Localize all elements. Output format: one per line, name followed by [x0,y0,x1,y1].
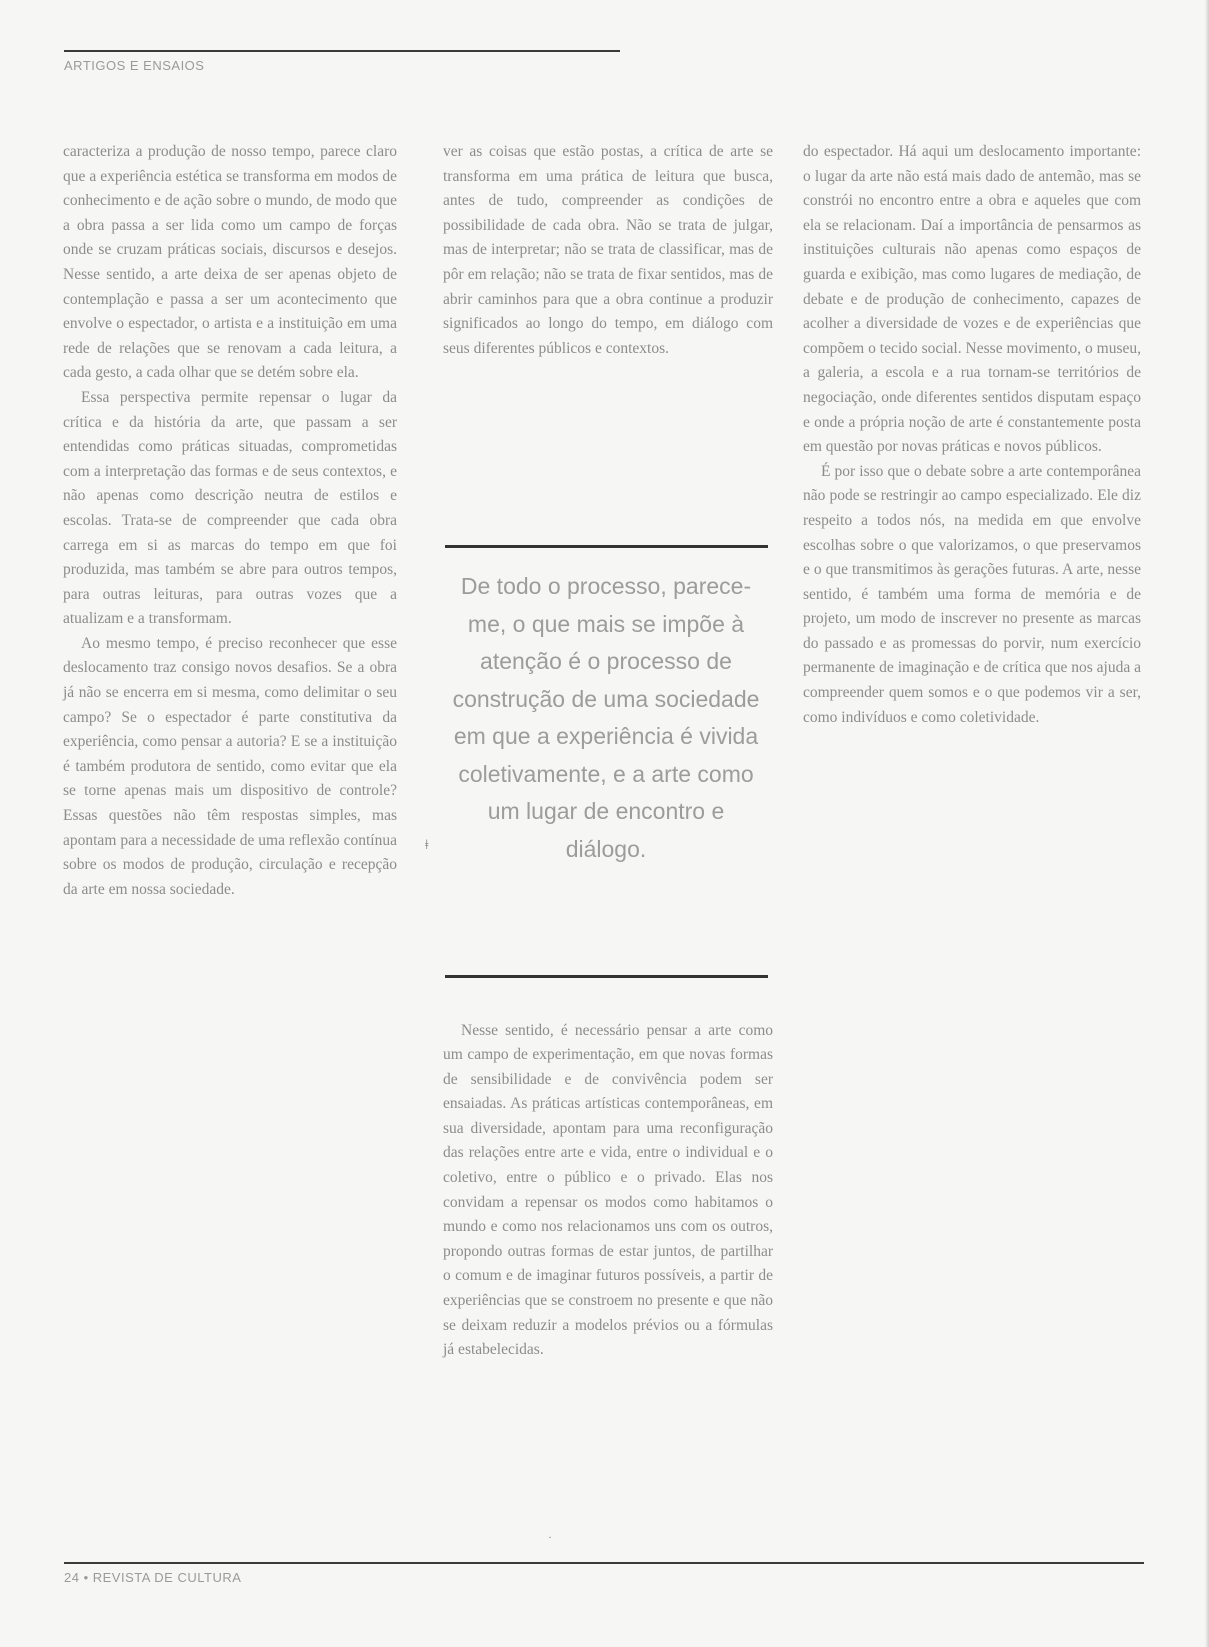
paragraph: ver as coisas que estão postas, a crítica de arte se transforma em uma prática de leitura que busca, antes de tudo, compreender as condições de possibilidade de cada obra. Não se trata de julgar, mas de interpretar; não se trata de classificar, mas de pôr em relação; não se trata de fixar sentidos, mas de abrir caminhos para que a obra continue a produzir significados ao longo do tempo, em diálogo com seus diferentes públicos e contextos. [443,143,773,357]
text-column-2-continued [443,1003,773,1515]
text-column-3 [803,140,1141,1515]
paragraph: do espectador. Há aqui um deslocamento importante: o lugar da arte não está mais dado de antemão, mas se constrói no encontro entre a obra e aqueles que com ela se relacionam. Daí a importância de pensarmos as instituições culturais não apenas como espaços de guarda e exibição, mas como lugares de mediação, de debate e de produção de conhecimento, capazes de acolher a diversidade de vozes e de experiências que compõem o tecido social. Nesse movimento, o museu, a galeria, a escola e a rua tornam-se territórios de negociação, onde diferentes sentidos disputam espaço e onde a própria noção de arte é constantemente posta em questão por novas práticas e novos públicos. [803,143,1141,456]
running-foot: 24 • REVISTA DE CULTURA [64,1570,242,1585]
page-edge-shadow [1205,0,1209,1647]
footer-rule [64,1562,1144,1564]
pull-quote: De todo o processo, parece-me, o que mais se impõe à atenção é o processo de construção de uma sociedade em que a experiência é vivida coletivamente, e a arte como um lugar de encontro e diálogo. [452,573,760,862]
pull-quote-bottom-rule [445,975,768,978]
paragraph: caracteriza a produção de nosso tempo, parece claro que a experiência estética se transforma em modos de conhecimento e de ação sobre o mundo, de modo que a obra passa a ser lida como um campo de forças onde se cruzam práticas sociais, discursos e desejos. Nesse sentido, a arte deixa de ser apenas objeto de contemplação e passa a ser um acontecimento que envolve o espectador, o artista e a instituição em uma rede de relações que se renovam a cada leitura, a cada gesto, a cada olhar que se detém sobre ela. [63,143,397,382]
paragraph: É por isso que o debate sobre a arte contemporânea não pode se restringir ao campo especializado. Ele diz respeito a todos nós, na medida em que envolve escolhas sobre o que valorizamos, o que preservamos e o que transmitimos às gerações futuras. A arte, nesse sentido, é também uma forma de memória e de projeto, um modo de inscrever no presente as marcas do passado e as promessas do porvir, num exercício permanente de imaginação e de crítica que nos ajuda a compreender quem somos e o que podemos vir a ser, como indivíduos e como coletividade. [803,462,1141,726]
stray-ink-mark: ǂ [425,838,429,853]
header-rule [64,50,620,52]
paragraph: Ao mesmo tempo, é preciso reconhecer que esse deslocamento traz consigo novos desafios. Se a obra já não se encerra em si mesma, como delimitar o seu campo? Se o espectador é parte constitutiva da experiência, como pensar a autoria? E se a instituição é também produtora de sentido, como evitar que ela se torne apenas mais um dispositivo de controle? Essas questões não têm respostas simples, mas apontam para a necessidade de uma reflexão contínua sobre os modos de produção, circulação e recepção da arte em nossa sociedade. [63,634,397,898]
paragraph: Nesse sentido, é necessário pensar a arte como um campo de experimentação, em que novas formas de sensibilidade e de convivência podem ser ensaiadas. As práticas artísticas contemporâneas, em sua diversidade, apontam para uma reconfiguração das relações entre arte e vida, entre o individual e o coletivo, entre o público e o privado. Elas nos convidam a repensar os modos como habitamos o mundo e como nos relacionamos uns com os outros, propondo outras formas de estar juntos, de partilhar o comum e de imaginar futuros possíveis, a partir de experiências que se constroem no presente e que não se deixam reduzir a modelos prévios ou a fórmulas já estabelecidas. [443,1021,773,1359]
center-dot-mark: · [548,1530,552,1544]
pull-quote-top-rule [445,545,768,548]
running-head: ARTIGOS E ENSAIOS [64,58,205,73]
paragraph: Essa perspectiva permite repensar o lugar da crítica e da história da arte, que passam a ser entendidas como práticas situadas, comprometidas com a interpretação das formas e de seus contextos, e não apenas como descrição neutra de estilos e escolas. Trata-se de compreender que cada obra carrega em si as marcas do tempo em que foi produzida, mas também se abre para outros tempos, para outras leituras, para outras vozes que a atualizam e a transformam. [63,388,397,628]
text-column-2 [443,140,773,525]
text-column-1 [63,140,397,1515]
